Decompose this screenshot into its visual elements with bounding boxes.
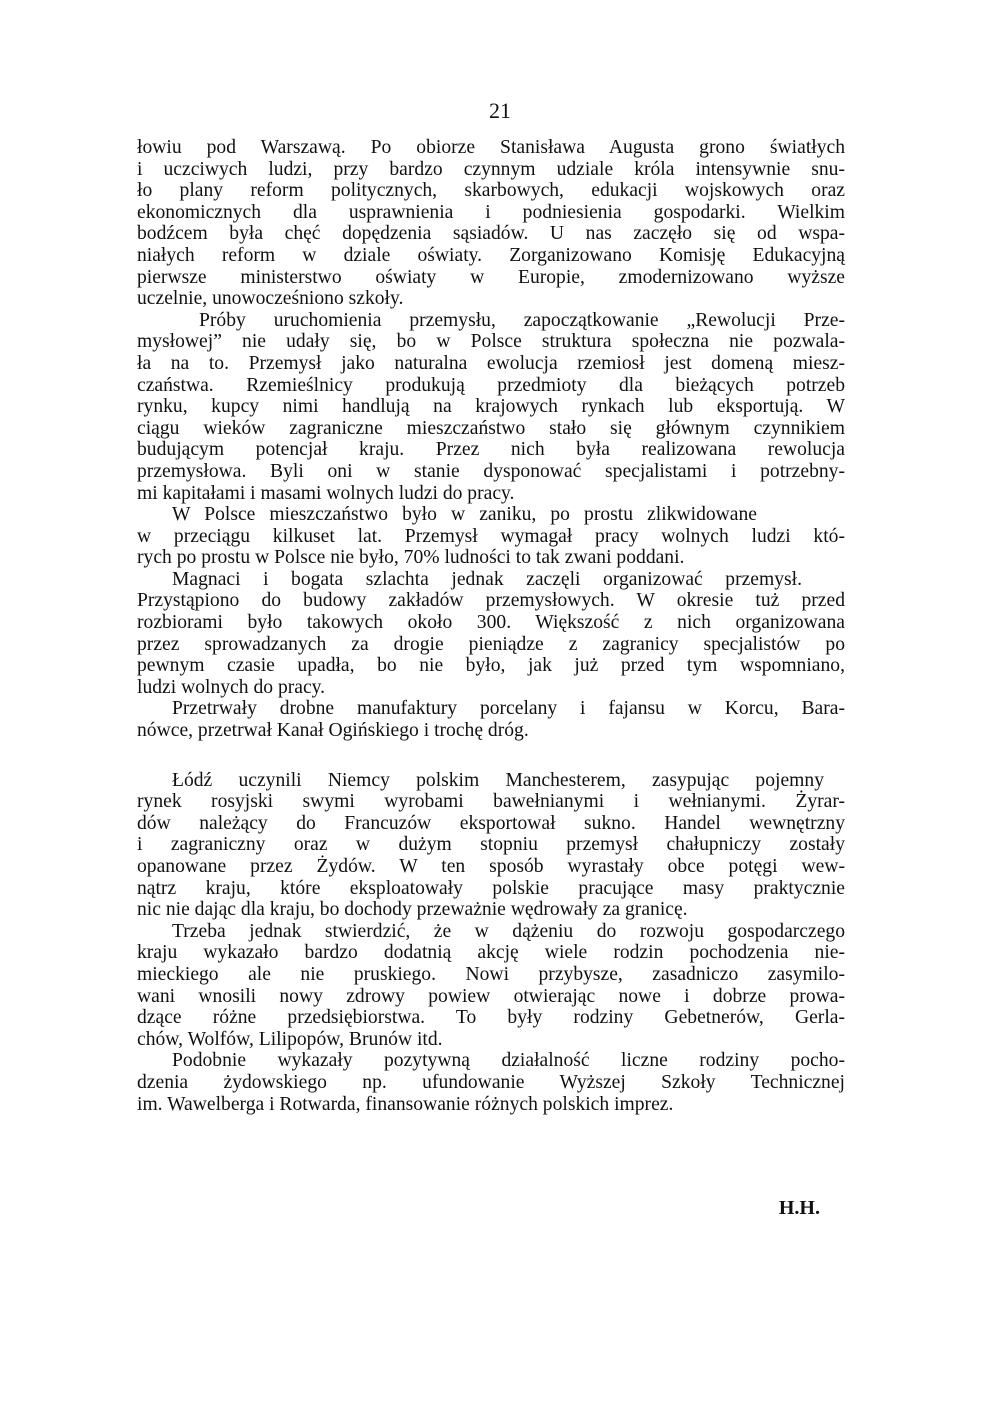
- text-line: pewnym czasie upadła, bo nie było, jak już przed tym wspomniano,: [137, 655, 845, 677]
- paragraph-4: [137, 569, 845, 699]
- text-line: ciągu wieków zagraniczne mieszczaństwo stało się głównym czynnikiem: [137, 417, 845, 439]
- text-line: nówce, przetrwał Kanał Ogińskiego i trochę dróg.: [137, 720, 529, 742]
- text-line: mi kapitałami i masami wolnych ludzi do pracy.: [137, 482, 515, 504]
- text-line: chów, Wolfów, Lilipopów, Brunów itd.: [137, 1028, 443, 1050]
- text-line: przemysłowa. Byli oni w stanie dysponować specjalistami i potrzebny-: [137, 460, 845, 482]
- text-line: Przetrwały drobne manufaktury porcelany i fajansu w Korcu, Bara-: [172, 698, 845, 720]
- text-line: budującym potencjał kraju. Przez nich była realizowana rewolucja: [137, 439, 845, 461]
- text-line: mieckiego ale nie pruskiego. Nowi przybysze, zasadniczo zasymilo-: [137, 963, 845, 985]
- text-line: ludzi wolnych do pracy.: [137, 676, 326, 698]
- text-line: Magnaci i bogata szlachta jednak zaczęli organizować przemysł.: [172, 568, 802, 590]
- text-line: w przeciągu kilkuset lat. Przemysł wymagał pracy wolnych ludzi któ-: [137, 525, 845, 547]
- text-line: Próby uruchomienia przemysłu, zapoczątkowanie „Rewolucji Prze-: [199, 309, 845, 331]
- text-line: pierwsze ministerstwo oświaty w Europie, zmodernizowano wyższe: [137, 266, 845, 288]
- paragraph-6: [137, 770, 845, 921]
- text-line: rynek rosyjski swymi wyrobami bawełnianymi i wełnianymi. Żyrar-: [137, 791, 845, 813]
- text-line: dzące różne przedsiębiorstwa. To były rodziny Gebetnerów, Gerla-: [137, 1007, 845, 1029]
- text-line: czaństwa. Rzemieślnicy produkują przedmioty dla bieżących potrzeb: [137, 374, 845, 396]
- text-line: niałych reform w dziale oświaty. Zorganizowano Komisję Edukacyjną: [137, 244, 845, 266]
- text-line: uczelnie, unowocześniono szkoły.: [137, 288, 404, 310]
- text-line: im. Wawelberga i Rotwarda, finansowanie różnych polskich imprez.: [137, 1093, 674, 1115]
- paragraph-1: [137, 137, 845, 310]
- document-body: [137, 137, 845, 1115]
- page-number: 21: [489, 98, 511, 123]
- text-line: dzenia żydowskiego np. ufundowanie Wyższej Szkoły Technicznej: [137, 1071, 845, 1093]
- paragraph-5: [137, 698, 845, 741]
- text-line: nic nie dając dla kraju, bo dochody przeważnie wędrowały za granicę.: [137, 899, 688, 921]
- paragraph-7: [137, 921, 845, 1051]
- text-line: rynku, kupcy nimi handlują na krajowych rynkach lub eksportują. W: [137, 396, 845, 418]
- text-line: nątrz kraju, które eksploatowały polskie pracujące masy praktycznie: [137, 877, 845, 899]
- text-line: Przystąpiono do budowy zakładów przemysłowych. W okresie tuż przed: [137, 590, 845, 612]
- text-line: Trzeba jednak stwierdzić, że w dążeniu do rozwoju gospodarczego: [172, 920, 845, 942]
- text-line: i zagraniczny oraz w dużym stopniu przemysł chałupniczy zostały: [137, 834, 845, 856]
- text-line: mysłowej” nie udały się, bo w Polsce struktura społeczna nie pozwala-: [137, 331, 845, 353]
- text-line: ekonomicznych dla usprawnienia i podniesienia gospodarki. Wielkim: [137, 201, 845, 223]
- paragraph-2: [137, 310, 845, 504]
- text-line: łowiu pod Warszawą. Po obiorze Stanisława Augusta grono światłych: [137, 137, 845, 158]
- text-line: opanowane przez Żydów. W ten sposób wyrastały obce potęgi wew-: [137, 856, 845, 877]
- text-line: rych po prostu w Polsce nie było, 70% ludności to tak zwani poddani.: [137, 547, 685, 569]
- text-line: rozbiorami było takowych około 300. Większość z nich organizowana: [137, 612, 845, 634]
- author-initials: H.H.: [778, 1197, 820, 1219]
- text-line: wani wnosili nowy zdrowy powiew otwierając nowe i dobrze prowa-: [137, 985, 845, 1007]
- text-line: przez sprowadzanych za drogie pieniądze z zagranicy specjalistów po: [137, 633, 845, 655]
- text-line: Łódź uczynili Niemcy polskim Manchesterem, zasypując pojemny: [172, 769, 824, 791]
- text-line: dów należący do Francuzów eksportował sukno. Handel wewnętrzny: [137, 812, 845, 834]
- text-line: ło plany reform politycznych, skarbowych, edukacji wojskowych oraz: [137, 180, 845, 202]
- text-line: W Polsce mieszczaństwo było w zaniku, po prostu zlikwidowane: [172, 504, 757, 526]
- text-line: Podobnie wykazały pozytywną działalność liczne rodziny pocho-: [172, 1050, 845, 1072]
- text-line: i uczciwych ludzi, przy bardzo czynnym udziale króla intensywnie snu-: [137, 158, 845, 180]
- text-line: ła na to. Przemysł jako naturalna ewolucja rzemiosł jest domeną miesz-: [137, 352, 845, 374]
- text-line: kraju wykazało bardzo dodatnią akcję wiele rodzin pochodzenia nie-: [137, 942, 845, 964]
- paragraph-3: [137, 504, 845, 569]
- text-line: bodźcem była chęć dopędzenia sąsiadów. U nas zaczęło się od wspa-: [137, 223, 845, 245]
- paragraph-8: [137, 1050, 845, 1115]
